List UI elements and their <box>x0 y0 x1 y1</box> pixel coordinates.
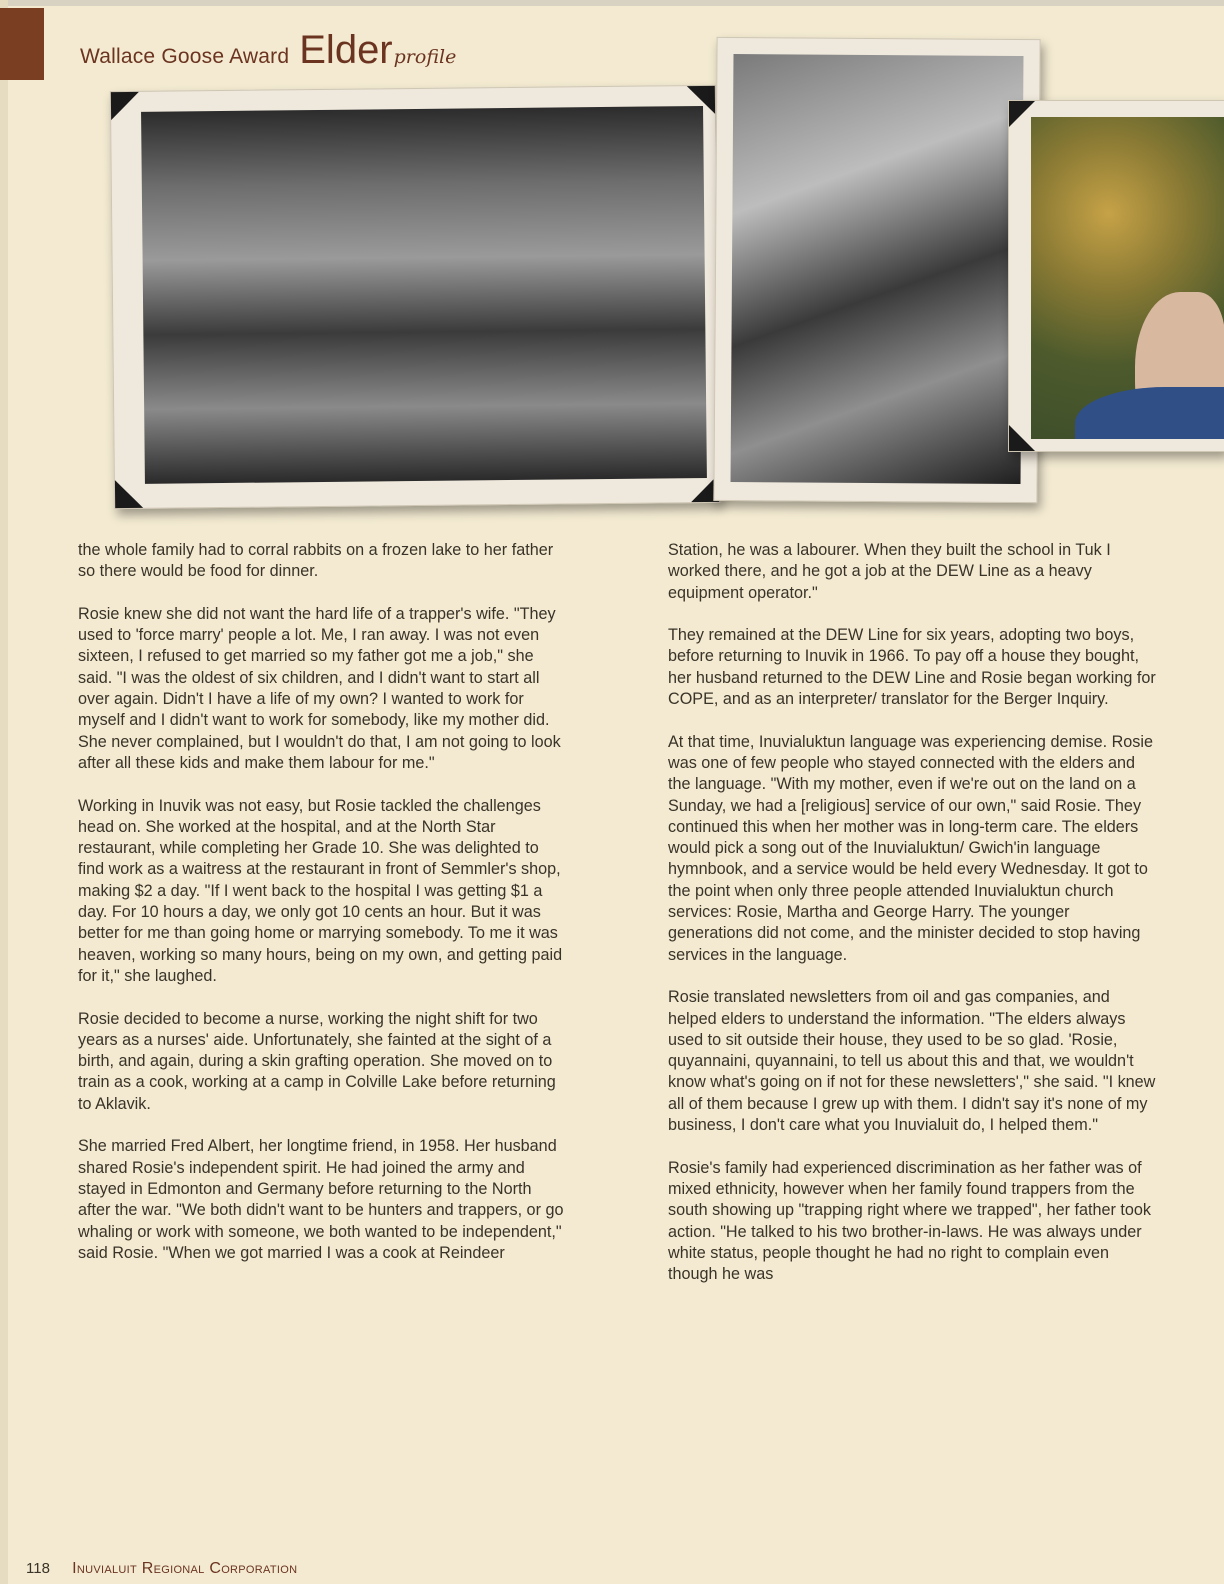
page-edge <box>0 0 1224 6</box>
publication-name: Inuvialuit Regional Corporation <box>72 1560 298 1577</box>
section-title: Elder <box>299 28 393 72</box>
corner-color-tab <box>0 8 44 80</box>
meeting-photo-image <box>731 54 1024 484</box>
paragraph: Rosie translated newsletters from oil and gas companies, and helped elders to understand the information. "The elders always used to sit outside their house, they used to be so glad. 'Rosie, quyannaini, quyannaini, to tell us about this and that, we wouldn't know what's going on if not for these newsletters'," she said. "I knew all of them because I grew up with them. I didn't say it's none of my business, I don't care what you Inuvialuit do, I helped them." <box>668 988 1156 1135</box>
photo-corner <box>687 86 715 114</box>
photo-corner <box>1009 425 1035 451</box>
hands-photo-image <box>1031 117 1224 439</box>
page-header <box>80 28 456 78</box>
paragraph: Rosie decided to become a nurse, working the night shift for two years as a nurses' aide. Unfortunately, she fainted at the sight of a birth, and again, during a skin grafting operation. She moved on to train as a cook, working at a camp in Colville Lake before returning to Aklavik. <box>78 1009 556 1113</box>
hands-photo <box>1008 100 1224 452</box>
paragraph: Working in Inuvik was not easy, but Rosie tackled the challenges head on. She worked at the hospital, and at the North Star restaurant, while completing her Grade 10. She was delighted to find work as a waitress at the restaurant in front of Semmler's shop, making $2 a day. "If I went back to the hospital I was getting $1 a day. For 10 hours a day, we only got 10 cents an hour. But it was better for me than going home or marrying somebody. To me it was heaven, working so many hours, being on my own, and getting paid for it," she laughed. <box>78 796 563 985</box>
page-number: 118 <box>26 1560 50 1577</box>
right-text-column <box>668 540 1158 1307</box>
paragraph: At that time, Inuvialuktun language was experiencing demise. Rosie was one of few people who stayed connected with the elders and the language. "With my mother, even if we're out on the land on a Sunday, we had a [religious] service of our own," said Rosie. They continued this when her mother was in long-term care. The elders would pick a song out of the Inuvialuktun/ Gwich'in language hymnbook, and a service would be held every Wednesday. It got to the point when only three people attended Inuvialuktun church services: Rosie, Martha and George Harry. The younger generations did not come, and the minister decided to stop having services in the language. <box>668 732 1154 964</box>
page-footer <box>26 1560 297 1578</box>
award-title: Wallace Goose Award <box>80 45 290 68</box>
page-edge-left <box>0 0 8 1584</box>
photo-corner <box>1009 101 1035 127</box>
paragraph: Rosie's family had experienced discrimination as her father was of mixed ethnicity, however when her family found trappers from the south showing up "trapping right where we trapped", her father took action. "He talked to his two brother-in-laws. He was always under white status, people thought he had no right to complain even though he was <box>668 1158 1152 1284</box>
classroom-photo <box>110 85 720 509</box>
photo-corner <box>111 92 139 120</box>
photo-corner <box>115 480 143 508</box>
sleeve-shape <box>1075 387 1224 439</box>
paragraph: They remained at the DEW Line for six years, adopting two boys, before returning to Inuvik in 1966. To pay off a house they bought, her husband returned to the DEW Line and Rosie began working for COPE, and as an interpreter/ translator for the Berger Inquiry. <box>668 626 1156 709</box>
meeting-photo <box>713 37 1040 503</box>
classroom-photo-image <box>141 106 707 484</box>
paragraph: She married Fred Albert, her longtime friend, in 1958. Her husband shared Rosie's independent spirit. He had joined the army and stayed in Edmonton and Germany before returning to the North after the war. "We both didn't want to be hunters and trappers, or go whaling or work with someone, we both wanted to be independent," said Rosie. "When we got married I was a cook at Reindeer <box>78 1137 564 1262</box>
section-subtitle: profile <box>393 46 457 68</box>
paragraph: Station, he was a labourer. When they built the school in Tuk I worked there, and he got a job at the DEW Line as a heavy equipment operator." <box>668 541 1111 602</box>
paragraph: the whole family had to corral rabbits on a frozen lake to her father so there would be food for dinner. <box>78 541 554 581</box>
left-text-column <box>78 540 568 1285</box>
paragraph: Rosie knew she did not want the hard life of a trapper's wife. "They used to 'force marry' people a lot. Me, I ran away. I was not even sixteen, I refused to get married so my father got me a job," she said. "I was the oldest of six children, and I didn't want to start all over again. Didn't I have a life of my own? I wanted to work for myself and I didn't want to work for somebody, like my mother did. She never complained, but I wouldn't do that, I am not going to look after all these kids and make them labour for me." <box>78 604 561 772</box>
